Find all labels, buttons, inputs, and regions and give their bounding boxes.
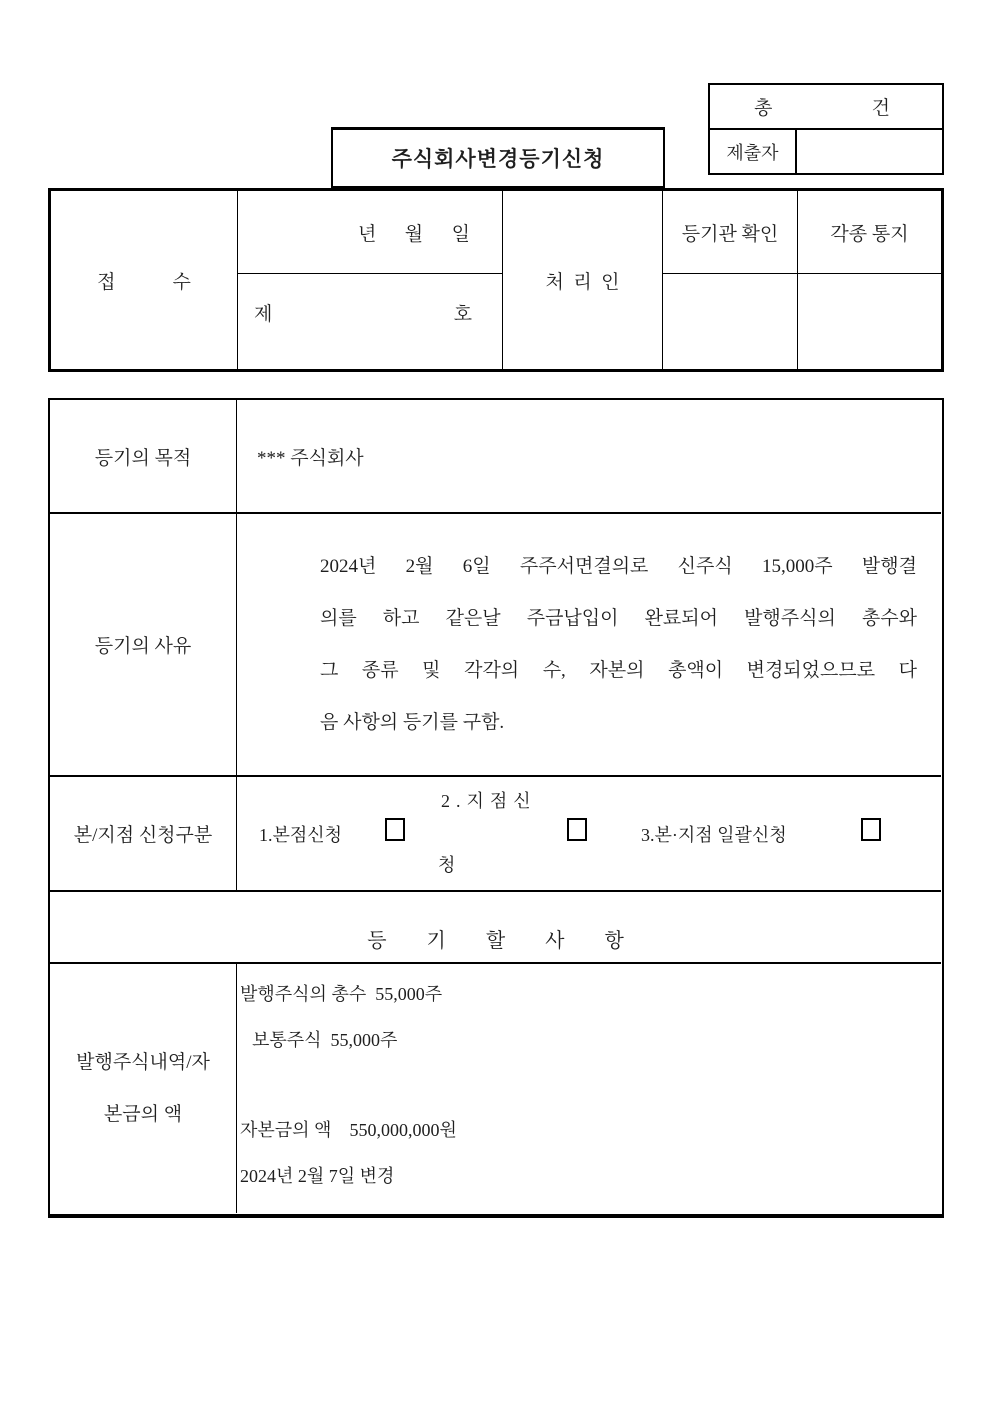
combined-application-checkbox[interactable] (861, 818, 881, 841)
shares-capital-row (50, 964, 941, 1213)
branch-type-label: 본/지점 신청구분 (50, 777, 237, 890)
notice-cell[interactable] (798, 274, 941, 369)
total-label: 총 (754, 98, 773, 119)
reason-paragraph (237, 514, 941, 749)
main-office-checkbox[interactable] (385, 818, 405, 841)
submitter-label: 제출자 (710, 130, 797, 173)
option-combined-label: 3.본·지점 일괄신청 (641, 825, 787, 845)
receipt-date-cell[interactable]: 년 월 일 (238, 191, 503, 274)
reason-line: 그 종류 및 각각의 수, 자본의 총액이 변경되었으므로 다 (320, 660, 917, 681)
count-label: 건 (871, 98, 890, 119)
notice-header: 각종 통지 (798, 191, 941, 274)
receipt-number-cell[interactable] (238, 274, 503, 369)
capital-amount-value: 자본금의 액 550,000,000원 (240, 1120, 457, 1140)
branch-office-checkbox[interactable] (567, 818, 587, 841)
submitter-value-cell[interactable] (797, 130, 942, 173)
reason-line: 2024년 2월 6일 주주서면결의로 신주식 15,000주 발행결 (320, 556, 917, 577)
registrar-check-header: 등기관 확인 (663, 191, 798, 274)
purpose-value: *** 주식회사 (257, 447, 364, 469)
section-header-row (50, 892, 941, 964)
handler-cell: 처 리 인 (503, 191, 663, 369)
reason-row (50, 514, 941, 777)
purpose-row (50, 400, 941, 514)
branch-type-row (50, 777, 941, 892)
form-title: 주식회사변경등기신청 (391, 147, 605, 171)
shares-capital-label-line2: 본금의 액 (103, 1103, 183, 1125)
total-count-box (708, 83, 944, 175)
receipt-table (48, 188, 944, 372)
change-date-value: 2024년 2월 7일 변경 (240, 1166, 395, 1186)
purpose-label: 등기의 목적 (50, 400, 237, 512)
option-branch-office-label: 2.지점신 (441, 791, 537, 811)
receipt-label: 접 수 (51, 191, 238, 369)
total-shares-value: 발행주식의 총수 55,000주 (240, 984, 443, 1004)
reason-label: 등기의 사유 (50, 514, 237, 775)
option-main-office-label: 1.본점신청 (259, 825, 343, 845)
form-title-box (331, 127, 665, 188)
common-shares-value: 보통주식 55,000주 (252, 1030, 398, 1050)
shares-capital-label (50, 964, 237, 1213)
reason-line: 의를 하고 같은날 주금납입이 완료되어 발행주식의 총수와 (320, 608, 917, 629)
total-count-header (710, 85, 942, 130)
receipt-number-prefix: 제 (254, 304, 273, 325)
receipt-number-suffix: 호 (453, 304, 472, 325)
registrar-check-cell[interactable] (663, 274, 798, 369)
option-branch-office-label-wrap: 청 (438, 855, 456, 875)
main-form-table (48, 398, 944, 1218)
shares-capital-label-line1: 발행주식내역/자 (76, 1051, 210, 1073)
reason-line: 음 사항의 등기를 구함. (320, 712, 505, 733)
section-header: 등 기 할 사 항 (367, 929, 624, 952)
